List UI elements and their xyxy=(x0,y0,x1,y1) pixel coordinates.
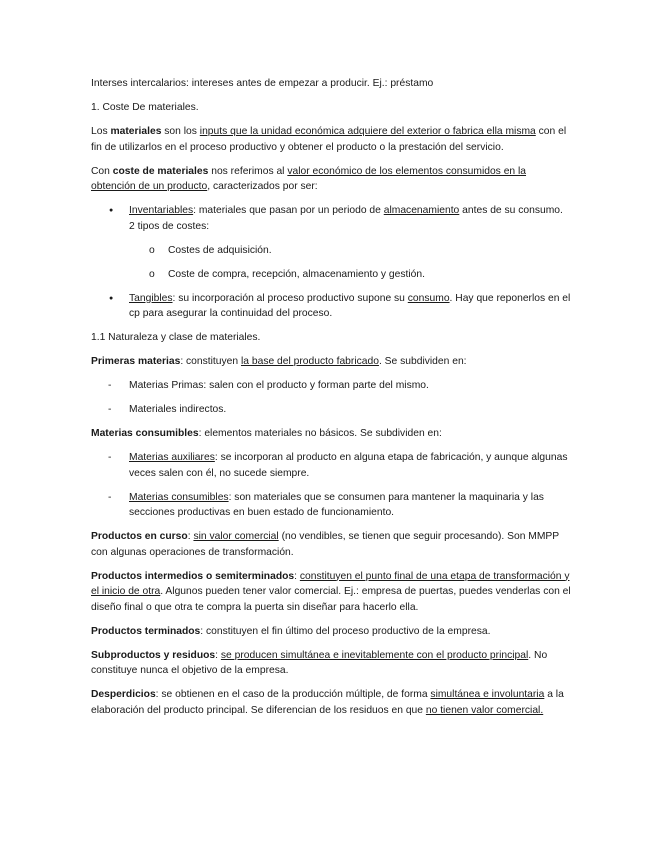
document-page xyxy=(91,76,571,727)
section-heading-coste-materiales: 1. Coste De materiales. xyxy=(91,102,199,113)
list-item: o Costes de adquisición. xyxy=(129,243,571,259)
list-item: - Materias Primas: salen con el producto y forman parte del mismo. xyxy=(91,378,571,394)
list-item-inventariables: ● Inventariables: materiales que pasan por un periodo de almacenamiento antes de su consumo. 2 tipos de costes: o Costes de adquisición. o Coste de compra, recepción, almacenamiento y gestión. xyxy=(91,203,571,282)
paragraph-materiales: Los materiales son los inputs que la unidad económica adquiere del exterior o fabrica ella misma con el fin de utilizarlos en el proceso productivo y obtener el producto o la prestación del servicio. xyxy=(91,126,567,153)
paragraph-materias-consumibles: Materias consumibles: elementos materiales no básicos. Se subdividen en: xyxy=(91,428,442,439)
primeras-materias-list xyxy=(91,378,571,418)
paragraph-coste-materiales: Con coste de materiales nos referimos al valor económico de los elementos consumidos en la obtención de un producto, caracterizados por ser: xyxy=(91,165,527,192)
list-item-tangibles: ● Tangibles: su incorporación al proceso productivo supone su consumo. Hay que reponerlos en el cp para asegurar la continuidad del proceso. xyxy=(91,291,571,322)
paragraph-productos-intermedios: Productos intermedios o semiterminados: constituyen el punto final de una etapa de transformación y el inicio de otra. Algunos pueden tener valor comercial. Ej.: empresa de puertas, puedes venderlas con el diseño final o que otra te compra la puerta sin diseñar para hacerlo ella. xyxy=(91,570,571,613)
paragraph-primeras-materias: Primeras materias: constituyen la base del producto fabricado. Se subdividen en: xyxy=(91,356,467,367)
paragraph-desperdicios: Desperdicios: se obtienen en el caso de la producción múltiple, de forma simultánea e involuntaria a la elaboración del producto principal. Se diferencian de los residuos en que no tienen valor comercial. xyxy=(91,689,564,716)
paragraph-productos-en-curso: Productos en curso: sin valor comercial (no vendibles, se tienen que seguir procesando). Son MMPP con algunas operaciones de transformación. xyxy=(91,531,559,558)
intro-paragraph: Interses intercalarios: intereses antes de empezar a producir. Ej.: préstamo xyxy=(91,78,434,89)
list-item: - Materiales indirectos. xyxy=(91,402,571,418)
cost-types-list xyxy=(129,243,571,283)
list-item-consumibles: - Materias consumibles: son materiales que se consumen para mantener la maquinaria y las secciones productivas en buen estado de funcionamiento. xyxy=(91,490,571,521)
section-heading-naturaleza: 1.1 Naturaleza y clase de materiales. xyxy=(91,332,261,343)
list-item: o Coste de compra, recepción, almacenamiento y gestión. xyxy=(129,267,571,283)
paragraph-productos-terminados: Productos terminados: constituyen el fin último del proceso productivo de la empresa. xyxy=(91,625,491,637)
characteristics-list xyxy=(91,203,571,322)
materias-consumibles-list xyxy=(91,450,571,521)
list-item-auxiliares: - Materias auxiliares: se incorporan al producto en alguna etapa de fabricación, y aunque algunas veces salen con él, no sucede siempre. xyxy=(91,450,571,481)
paragraph-subproductos: Subproductos y residuos: se producen simultánea e inevitablemente con el producto principal. No constituye nunca el objetivo de la empresa. xyxy=(91,649,548,676)
